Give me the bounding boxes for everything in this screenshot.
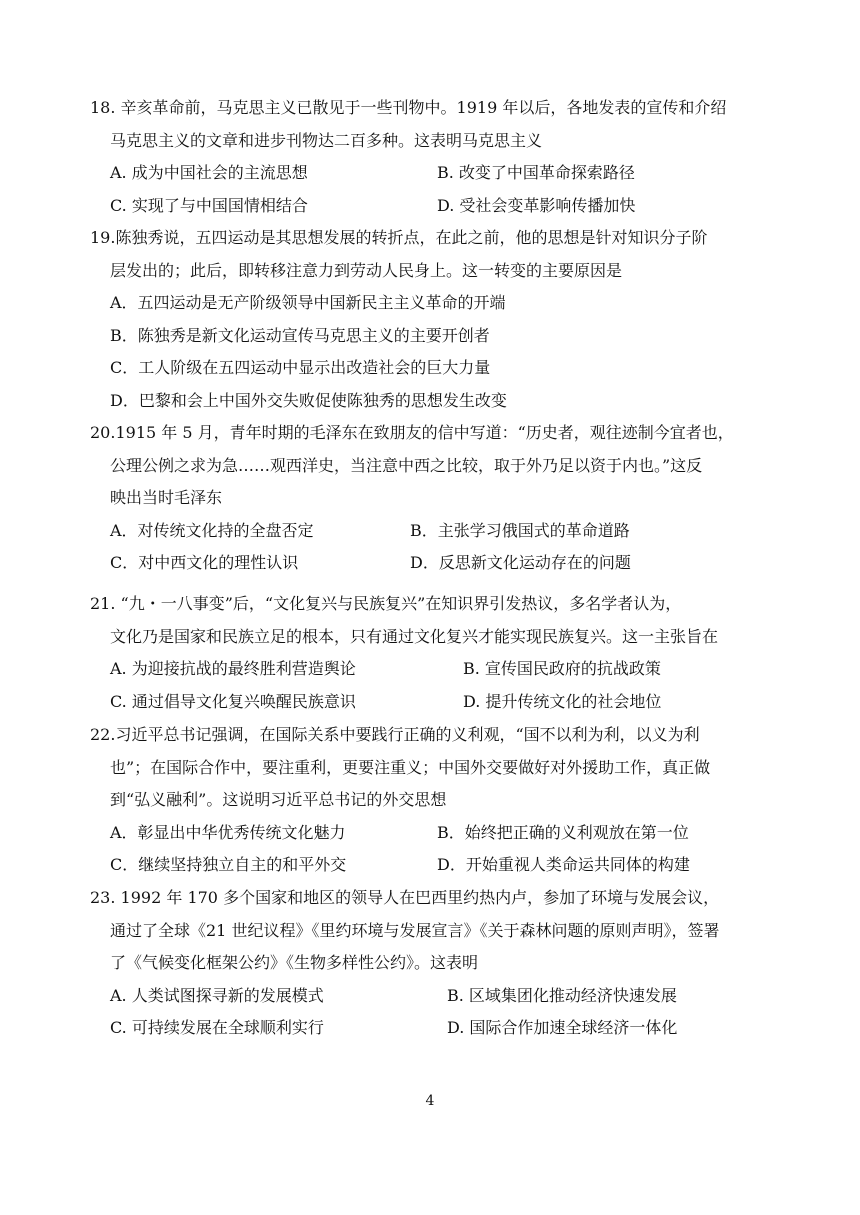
question-number: 21. [90,594,116,613]
question-20 [90,417,780,580]
question-number: 22. [90,725,116,744]
option-b: B．始终把正确的义利观放在第一位 [437,822,689,842]
question-stem: “九・一八事变”后，“文化复兴与民族复兴”在知识界引发热议，多名学者认为， [120,594,682,613]
options [90,515,780,580]
option-c: C. 实现了与中国国情相结合 [110,195,308,215]
option-b: B. 宣传国民政府的抗战政策 [463,659,661,678]
option-d: D. 受社会变革影响传播加快 [437,195,636,215]
question-stem-continued: 文化乃是国家和民族立足的根本，只有通过文化复兴才能实现民族复兴。这一主张旨在 [110,626,719,646]
option-b: B. 改变了中国革命探索路径 [437,163,635,182]
question-number: 18. [90,98,116,117]
question-stem: 习近平总书记强调，在国际关系中要践行正确的义利观，“国不以利为利，以义为利 [115,725,700,744]
option-b: B. 区域集团化推动经济快速发展 [447,985,677,1005]
question-stem-continued: 了《气候变化框架公约》《生物多样性公约》。这表明 [110,953,479,972]
options [90,653,780,718]
option-d: D. 国际合作加速全球经济一体化 [447,1018,678,1037]
option-a: A. 人类试图探寻新的发展模式 [110,985,324,1005]
option-a: A．五四运动是无产阶级领导中国新民主主义革命的开端 [110,293,506,312]
option-d: D. 提升传统文化的社会地位 [463,691,662,711]
option-a: A．对传统文化持的全盘否定 [110,520,314,540]
question-number: 20. [90,423,116,442]
question-22 [90,719,780,882]
question-stem: 辛亥革命前，马克思主义已散见于一些刊物中。1919 年以后，各地发表的宣传和介绍 [120,98,727,117]
option-a: A. 为迎接抗战的最终胜利营造舆论 [110,659,356,678]
question-23 [90,882,780,1045]
option-b: B．陈独秀是新文化运动宣传马克思主义的主要开创者 [110,325,490,345]
option-b: B．主张学习俄国式的革命道路 [410,520,630,540]
question-19 [90,222,780,417]
question-stem-continued: 层发出的；此后，即转移注意力到劳动人民身上。这一转变的主要原因是 [110,260,623,280]
option-a: A．彰显出中华优秀传统文化魅力 [110,822,346,842]
question-18 [90,92,780,222]
question-stem-continued: 通过了全球《21 世纪议程》《里约环境与发展宣言》《关于森林问题的原则声明》，签署 [110,920,720,940]
option-c: C. 通过倡导文化复兴唤醒民族意识 [110,691,356,711]
options [90,157,780,222]
question-stem: 陈独秀说，五四运动是其思想发展的转折点，在此之前，他的思想是针对知识分子阶 [115,228,708,247]
question-21 [90,588,780,718]
option-d: D．反思新文化运动存在的问题 [410,553,631,572]
option-c: C．对中西文化的理性认识 [110,553,299,572]
options [90,287,780,417]
question-stem: 1915 年 5 月，青年时期的毛泽东在致朋友的信中写道：“历史者，观往迹制今宜者也， [115,423,734,442]
question-number: 19. [90,228,116,247]
option-c: C．工人阶级在五四运动中显示出改造社会的巨大力量 [110,358,491,377]
option-d: D．开始重视人类命运共同体的构建 [437,855,690,874]
options [90,817,780,882]
question-stem-continued: 到“弘义融利”。这说明习近平总书记的外交思想 [110,790,447,809]
question-stem-continued: 也”；在国际合作中，要注重利，更要注重义；中国外交要做好对外援助工作，真正做 [110,757,711,777]
question-number: 23. [90,888,116,907]
option-c: C．继续坚持独立自主的和平外交 [110,855,347,874]
question-stem-continued: 马克思主义的文章和进步刊物达二百多种。这表明马克思主义 [110,130,543,150]
option-d: D．巴黎和会上中国外交失败促使陈独秀的思想发生改变 [110,390,507,410]
option-a: A. 成为中国社会的主流思想 [110,163,308,182]
question-stem-continued: 映出当时毛泽东 [110,488,223,507]
page-number: 4 [425,1093,435,1109]
question-stem-continued: 公理公例之求为急……观西洋史，当注意中西之比较，取于外乃足以资于内也。”这反 [110,455,703,475]
question-stem: 1992 年 170 多个国家和地区的领导人在巴西里约热内卢，参加了环境与发展会议， [120,888,720,907]
option-c: C. 可持续发展在全球顺利实行 [110,1018,324,1037]
options [90,980,780,1045]
